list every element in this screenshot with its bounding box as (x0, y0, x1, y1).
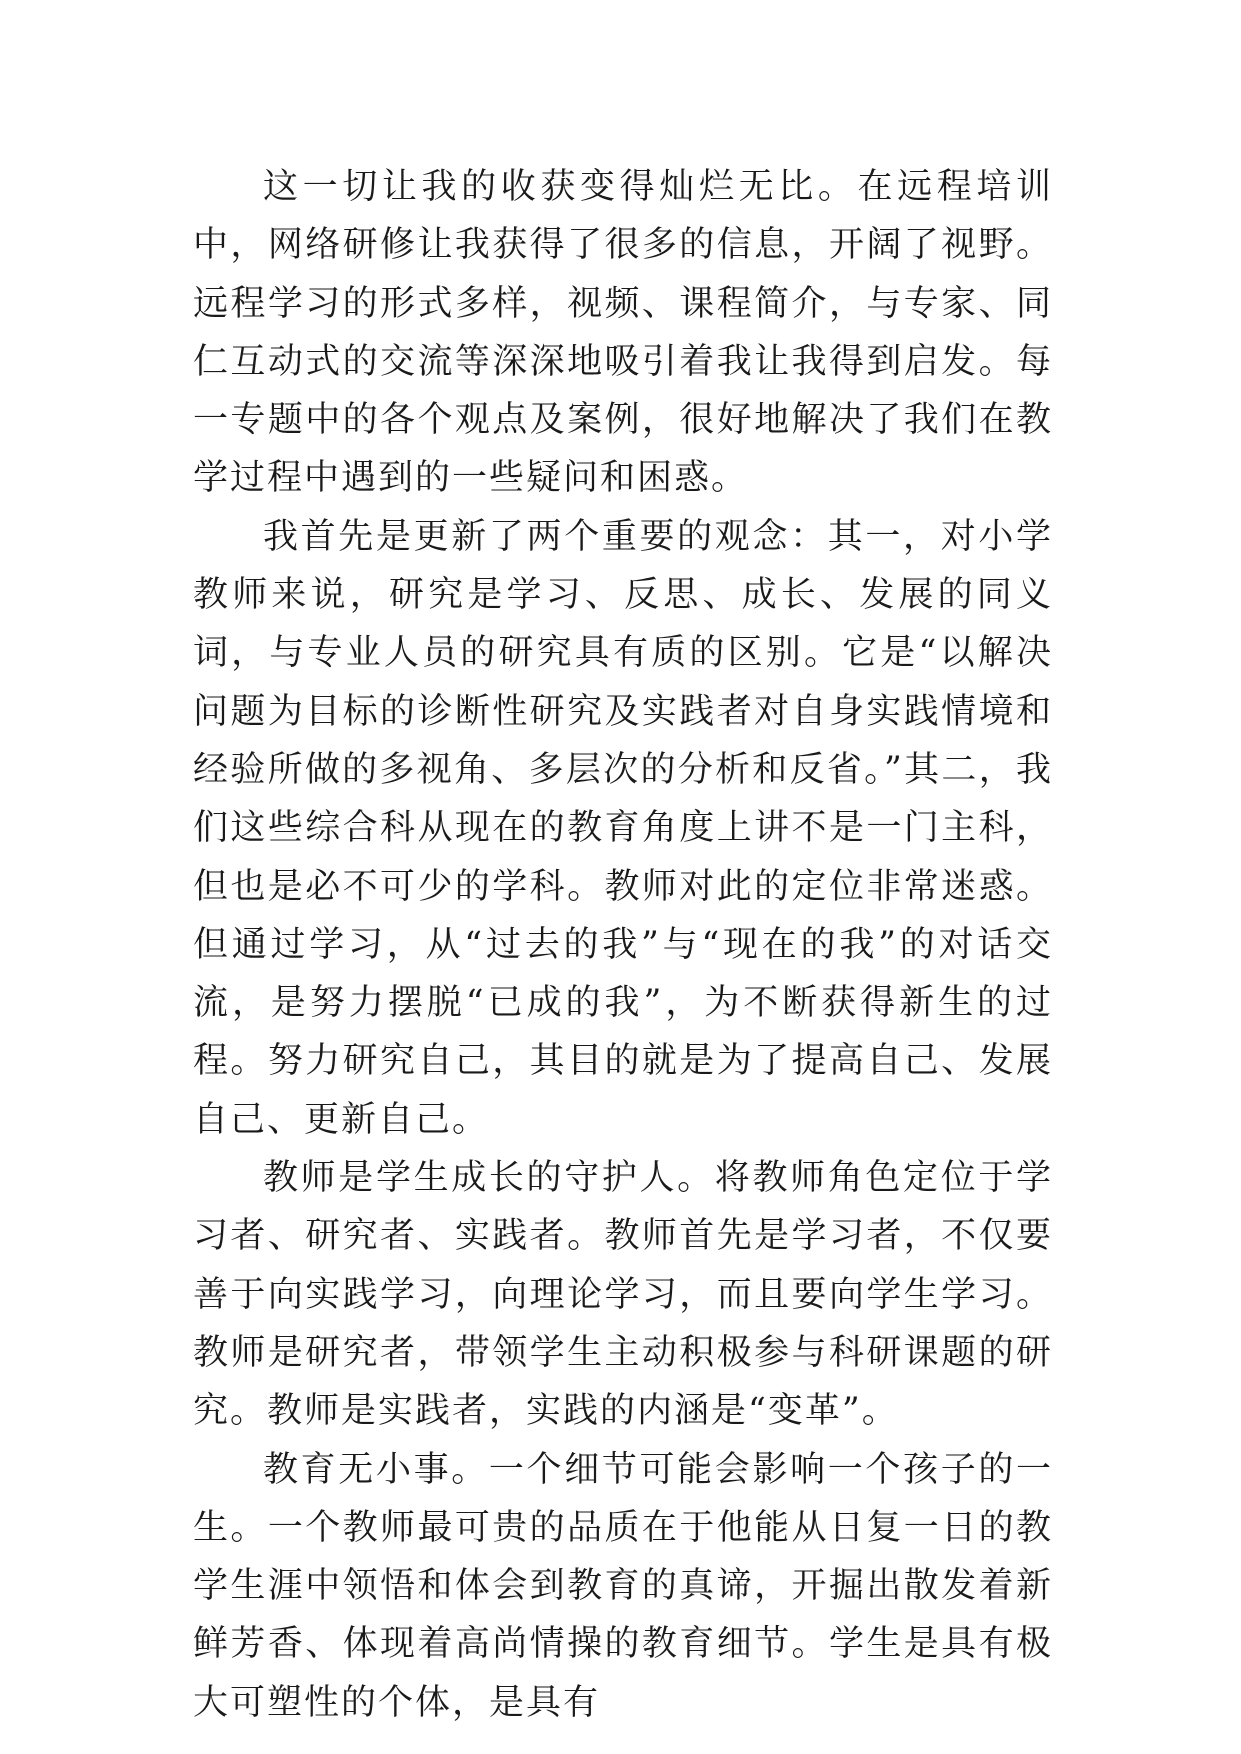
paragraph-3: 教师是学生成长的守护人。将教师角色定位于学习者、研究者、实践者。教师首先是学习者，不仅要善于向实践学习，向理论学习，而且要向学生学习。教师是研究者，带领学生主动积极参与科研课题的研究。教师是实践者，实践的内涵是“变革”。 (193, 1158, 1053, 1432)
paragraph-1: 这一切让我的收获变得灿烂无比。在远程培训中，网络研修让我获得了很多的信息，开阔了视野。远程学习的形式多样，视频、课程简介，与专家、同仁互动式的交流等深深地吸引着我让我得到启发。每一专题中的各个观点及案例，很好地解决了我们在教学过程中遇到的一些疑问和困惑。 (193, 167, 1053, 499)
document-body (193, 158, 1053, 1732)
paragraph-4: 教育无小事。一个细节可能会影响一个孩子的一生。一个教师最可贵的品质在于他能从日复一日的教学生涯中领悟和体会到教育的真谛，开掘出散发着新鲜芳香、体现着高尚情操的教育细节。学生是具有极大可塑性的个体，是具有 (193, 1449, 1053, 1723)
paragraph-2: 我首先是更新了两个重要的观念：其一，对小学教师来说，研究是学习、反思、成长、发展的同义词，与专业人员的研究具有质的区别。它是“以解决问题为目标的诊断性研究及实践者对自身实践情境和经验所做的多视角、多层次的分析和反省。”其二，我们这些综合科从现在的教育角度上讲不是一门主科，但也是必不可少的学科。教师对此的定位非常迷惑。但通过学习，从“过去的我”与“现在的我”的对话交流，是努力摆脱“已成的我”，为不断获得新生的过程。努力研究自己，其目的就是为了提高自己、发展自己、更新自己。 (193, 516, 1053, 1140)
